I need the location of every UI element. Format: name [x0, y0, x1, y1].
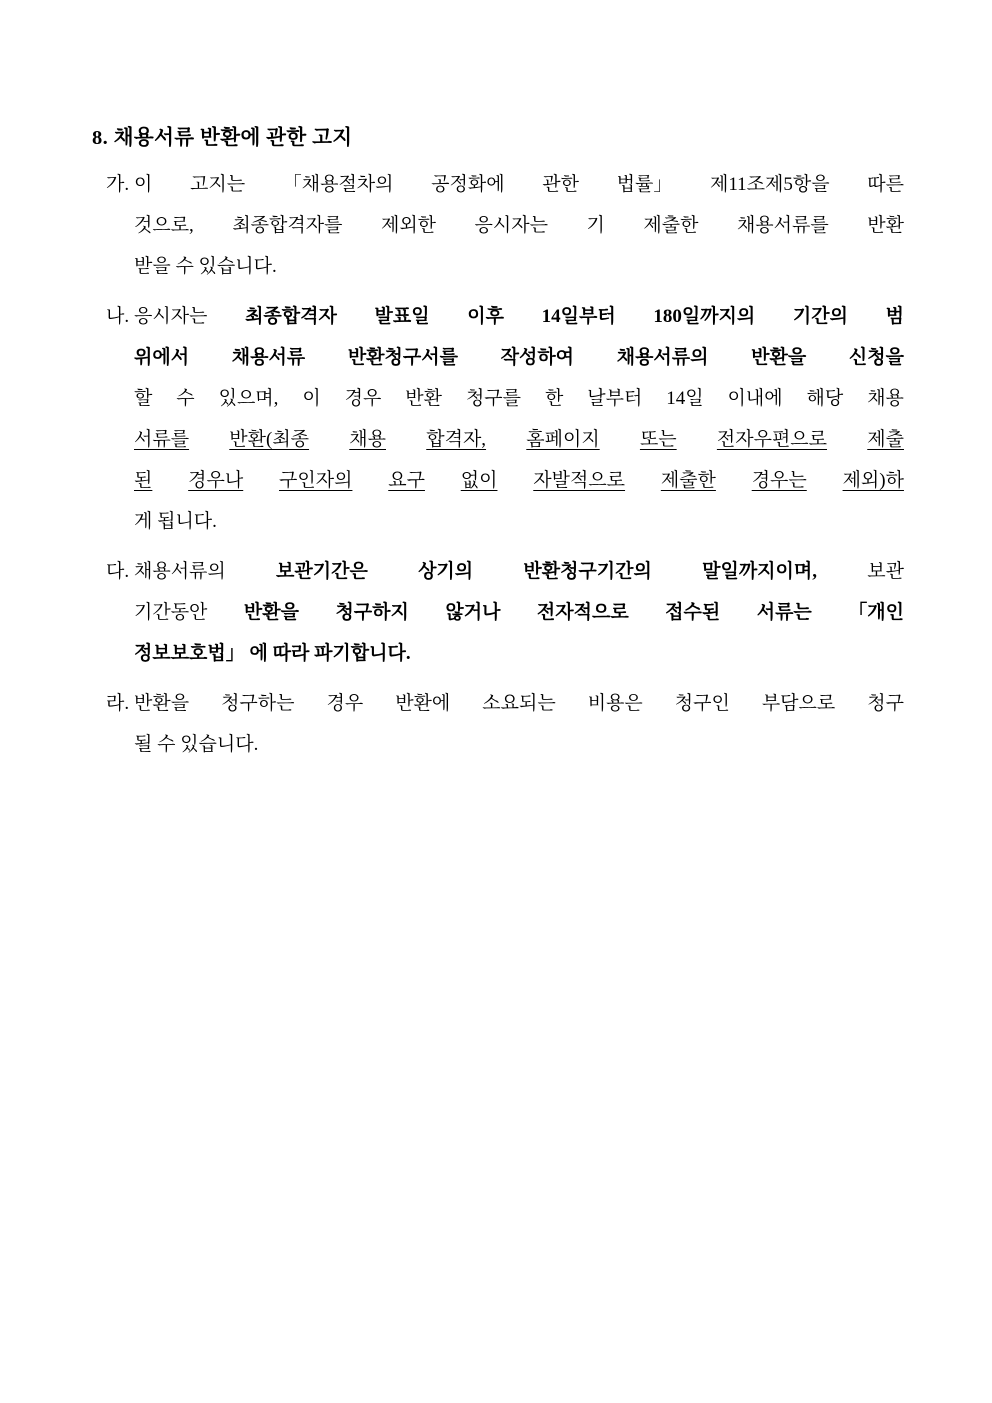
clause-line: 기간동안 반환을 청구하지 않거나 전자적으로 접수된 서류는 「개인: [134, 602, 904, 623]
clause-text-ra: [134, 683, 904, 765]
clause-text-da: [134, 551, 904, 674]
clause-ga: [88, 164, 904, 287]
clause-line: 할 수 있으며, 이 경우 반환 청구를 한 날부터 14일 이내에 해당 채용: [134, 388, 904, 409]
clause-line: 서류를 반환(최종 채용 합격자, 홈페이지 또는 전자우편으로 제출: [134, 429, 904, 450]
clause-line: 위에서 채용서류 반환청구서를 작성하여 채용서류의 반환을 신청을: [134, 347, 904, 368]
clause-marker-ga: 가.: [106, 174, 130, 195]
clause-line: 된 경우나 구인자의 요구 없이 자발적으로 제출한 경우는 제외)하: [134, 470, 904, 491]
clause-line: 받을 수 있습니다.: [134, 256, 277, 277]
clause-marker-ra: 라.: [106, 693, 130, 714]
clause-text-ga: [134, 164, 904, 287]
clause-na: [88, 296, 904, 542]
clause-da: [88, 551, 904, 674]
clause-line: 것으로, 최종합격자를 제외한 응시자는 기 제출한 채용서류를 반환: [134, 215, 904, 236]
clause-line: 응시자는 최종합격자 발표일 이후 14일부터 180일까지의 기간의 범: [134, 306, 904, 327]
clause-line: 이 고지는 「채용절차의 공정화에 관한 법률」 제11조제5항을 따른: [134, 174, 904, 195]
clause-line: 될 수 있습니다.: [134, 734, 259, 755]
clause-line: 채용서류의 보관기간은 상기의 반환청구기간의 말일까지이며, 보관: [134, 561, 904, 582]
clause-line: 게 됩니다.: [134, 511, 217, 532]
clause-line: 반환을 청구하는 경우 반환에 소요되는 비용은 청구인 부담으로 청구: [134, 693, 904, 714]
clause-marker-da: 다.: [106, 561, 130, 582]
clause-ra: [88, 683, 904, 765]
page-title: 8. 채용서류 반환에 관한 고지: [92, 127, 353, 149]
clause-text-na: [134, 296, 904, 542]
clause-line: 정보보호법」 에 따라 파기합니다.: [134, 643, 411, 664]
clause-marker-na: 나.: [106, 306, 130, 327]
